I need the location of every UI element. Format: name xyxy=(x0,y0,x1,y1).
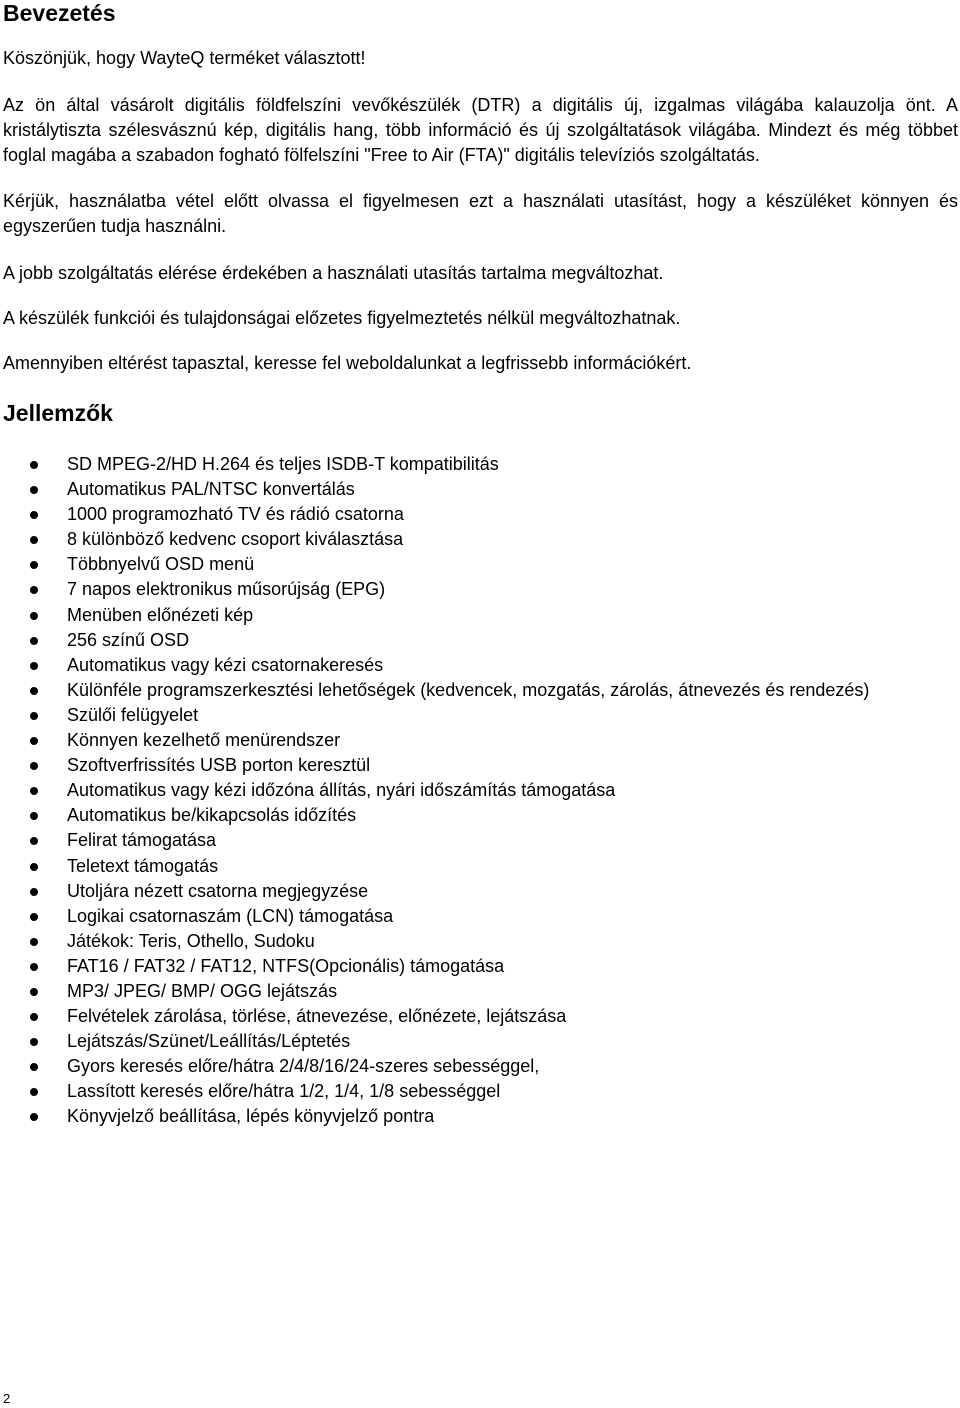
feature-text: Szoftverfrissítés USB porton keresztül xyxy=(67,755,371,776)
feature-list-item xyxy=(3,502,958,527)
bullet-icon xyxy=(30,511,38,519)
feature-text: Könnyen kezelhető menürendszer xyxy=(67,730,341,751)
feature-text: Szülői felügyelet xyxy=(67,704,199,725)
feature-text: Automatikus vagy kézi időzóna állítás, nyári időszámítás támogatása xyxy=(67,780,616,801)
feature-list-item xyxy=(3,904,958,929)
bullet-icon xyxy=(30,787,38,795)
feature-text: Utoljára nézett csatorna megjegyzése xyxy=(67,880,369,901)
feature-text: 7 napos elektronikus műsorújság (EPG) xyxy=(67,579,386,600)
bullet-icon xyxy=(30,486,38,494)
bullet-icon xyxy=(30,461,38,469)
feature-list-item xyxy=(3,603,958,628)
feature-list-item xyxy=(3,753,958,778)
feature-list-item xyxy=(3,728,958,753)
bullet-icon xyxy=(30,662,38,670)
feature-list-item xyxy=(3,854,958,879)
feature-text: 256 színű OSD xyxy=(67,629,190,650)
feature-text: Könyvjelző beállítása, lépés könyvjelző pontra xyxy=(67,1106,435,1127)
feature-text: Felirat támogatása xyxy=(67,830,217,851)
feature-list-item xyxy=(3,979,958,1004)
bullet-icon xyxy=(30,812,38,820)
bullet-icon xyxy=(30,586,38,594)
feature-text: SD MPEG-2/HD H.264 és teljes ISDB-T kompatibilitás xyxy=(67,454,499,474)
document-page xyxy=(3,0,958,1130)
paragraph-intro: Az ön által vásárolt digitális földfelszíni vevőkészülék (DTR) a digitális új, izgalmas világába kalauzolja önt. A kristálytiszta szélesvásznú kép, digitális hang, több információ és új szolgáltatások világába. Mindezt és még többet foglal magába a szabadon fogható fölfelszíni "Free to Air (FTA)" digitális televíziós szolgáltatás. xyxy=(3,95,958,165)
feature-list-item xyxy=(3,954,958,979)
feature-list-item xyxy=(3,477,958,502)
feature-list xyxy=(3,452,958,1130)
feature-list-item xyxy=(3,1104,958,1129)
bullet-icon xyxy=(30,938,38,946)
feature-text: Logikai csatornaszám (LCN) támogatása xyxy=(67,905,394,926)
feature-text: FAT16 / FAT32 / FAT12, NTFS(Opcionális) támogatása xyxy=(67,955,505,976)
feature-list-item xyxy=(3,1029,958,1054)
feature-list-item xyxy=(3,828,958,853)
paragraph-content-change: A jobb szolgáltatás elérése érdekében a használati utasítás tartalma megváltozhat. xyxy=(3,263,664,283)
bullet-icon xyxy=(30,1063,38,1071)
feature-list-item xyxy=(3,778,958,803)
bullet-icon xyxy=(30,737,38,745)
paragraph-read-manual: Kérjük, használatba vétel előtt olvassa el figyelmesen ezt a használati utasítást, hogy a készüléket könnyen és egyszerűen tudja használni. xyxy=(3,191,958,236)
paragraph-features-change: A készülék funkciói és tulajdonságai előzetes figyelmeztetés nélkül megváltozhatnak. xyxy=(3,308,681,328)
feature-list-item xyxy=(3,552,958,577)
bullet-icon xyxy=(30,1013,38,1021)
bullet-icon xyxy=(30,913,38,921)
section-title-bevezetes: Bevezetés xyxy=(3,0,116,26)
feature-list-item xyxy=(3,452,958,477)
feature-text: Lassított keresés előre/hátra 1/2, 1/4, 1/8 sebességgel xyxy=(67,1081,501,1102)
page-number: 2 xyxy=(3,1391,11,1406)
bullet-icon xyxy=(30,888,38,896)
feature-list-item xyxy=(3,803,958,828)
bullet-icon xyxy=(30,637,38,645)
feature-list-item xyxy=(3,1054,958,1079)
feature-list-item xyxy=(3,1079,958,1104)
section-title-jellemzok: Jellemzők xyxy=(3,400,113,426)
feature-list-item xyxy=(3,527,958,552)
bullet-icon xyxy=(30,863,38,871)
feature-text: Automatikus vagy kézi csatornakeresés xyxy=(67,654,384,675)
bullet-icon xyxy=(30,837,38,845)
bullet-icon xyxy=(30,612,38,620)
bullet-icon xyxy=(30,561,38,569)
bullet-icon xyxy=(30,988,38,996)
paragraph-website: Amennyiben eltérést tapasztal, keresse fel weboldalunkat a legfrissebb információkért. xyxy=(3,353,692,373)
feature-text: 1000 programozható TV és rádió csatorna xyxy=(67,504,404,525)
feature-text: Teletext támogatás xyxy=(67,855,219,876)
feature-text: Automatikus be/kikapcsolás időzítés xyxy=(67,805,357,826)
feature-list-item xyxy=(3,879,958,904)
feature-text: Automatikus PAL/NTSC konvertálás xyxy=(67,479,355,500)
feature-text: Gyors keresés előre/hátra 2/4/8/16/24-szeres sebességgel, xyxy=(67,1056,540,1077)
feature-list-item xyxy=(3,703,958,728)
feature-list-item xyxy=(3,1004,958,1029)
feature-text: Többnyelvű OSD menü xyxy=(67,554,255,575)
paragraph-thanks: Köszönjük, hogy WayteQ terméket választott! xyxy=(3,48,366,68)
feature-text: Különféle programszerkesztési lehetőségek (kedvencek, mozgatás, zárolás, átnevezés és rendezés) xyxy=(67,679,870,700)
feature-text: MP3/ JPEG/ BMP/ OGG lejátszás xyxy=(67,980,338,1001)
bullet-icon xyxy=(30,712,38,720)
bullet-icon xyxy=(30,1113,38,1121)
feature-text: Játékok: Teris, Othello, Sudoku xyxy=(67,930,315,951)
bullet-icon xyxy=(30,687,38,695)
bullet-icon xyxy=(30,762,38,770)
feature-list-item xyxy=(3,628,958,653)
bullet-icon xyxy=(30,963,38,971)
feature-text: Felvételek zárolása, törlése, átnevezése, előnézete, lejátszása xyxy=(67,1006,567,1027)
bullet-icon xyxy=(30,536,38,544)
feature-text: 8 különböző kedvenc csoport kiválasztása xyxy=(67,529,404,550)
feature-text: Menüben előnézeti kép xyxy=(67,604,254,625)
feature-list-item xyxy=(3,577,958,602)
feature-list-item xyxy=(3,678,958,703)
feature-text: Lejátszás/Szünet/Leállítás/Léptetés xyxy=(67,1031,351,1052)
feature-list-item xyxy=(3,929,958,954)
bullet-icon xyxy=(30,1088,38,1096)
feature-list-item xyxy=(3,653,958,678)
bullet-icon xyxy=(30,1038,38,1046)
